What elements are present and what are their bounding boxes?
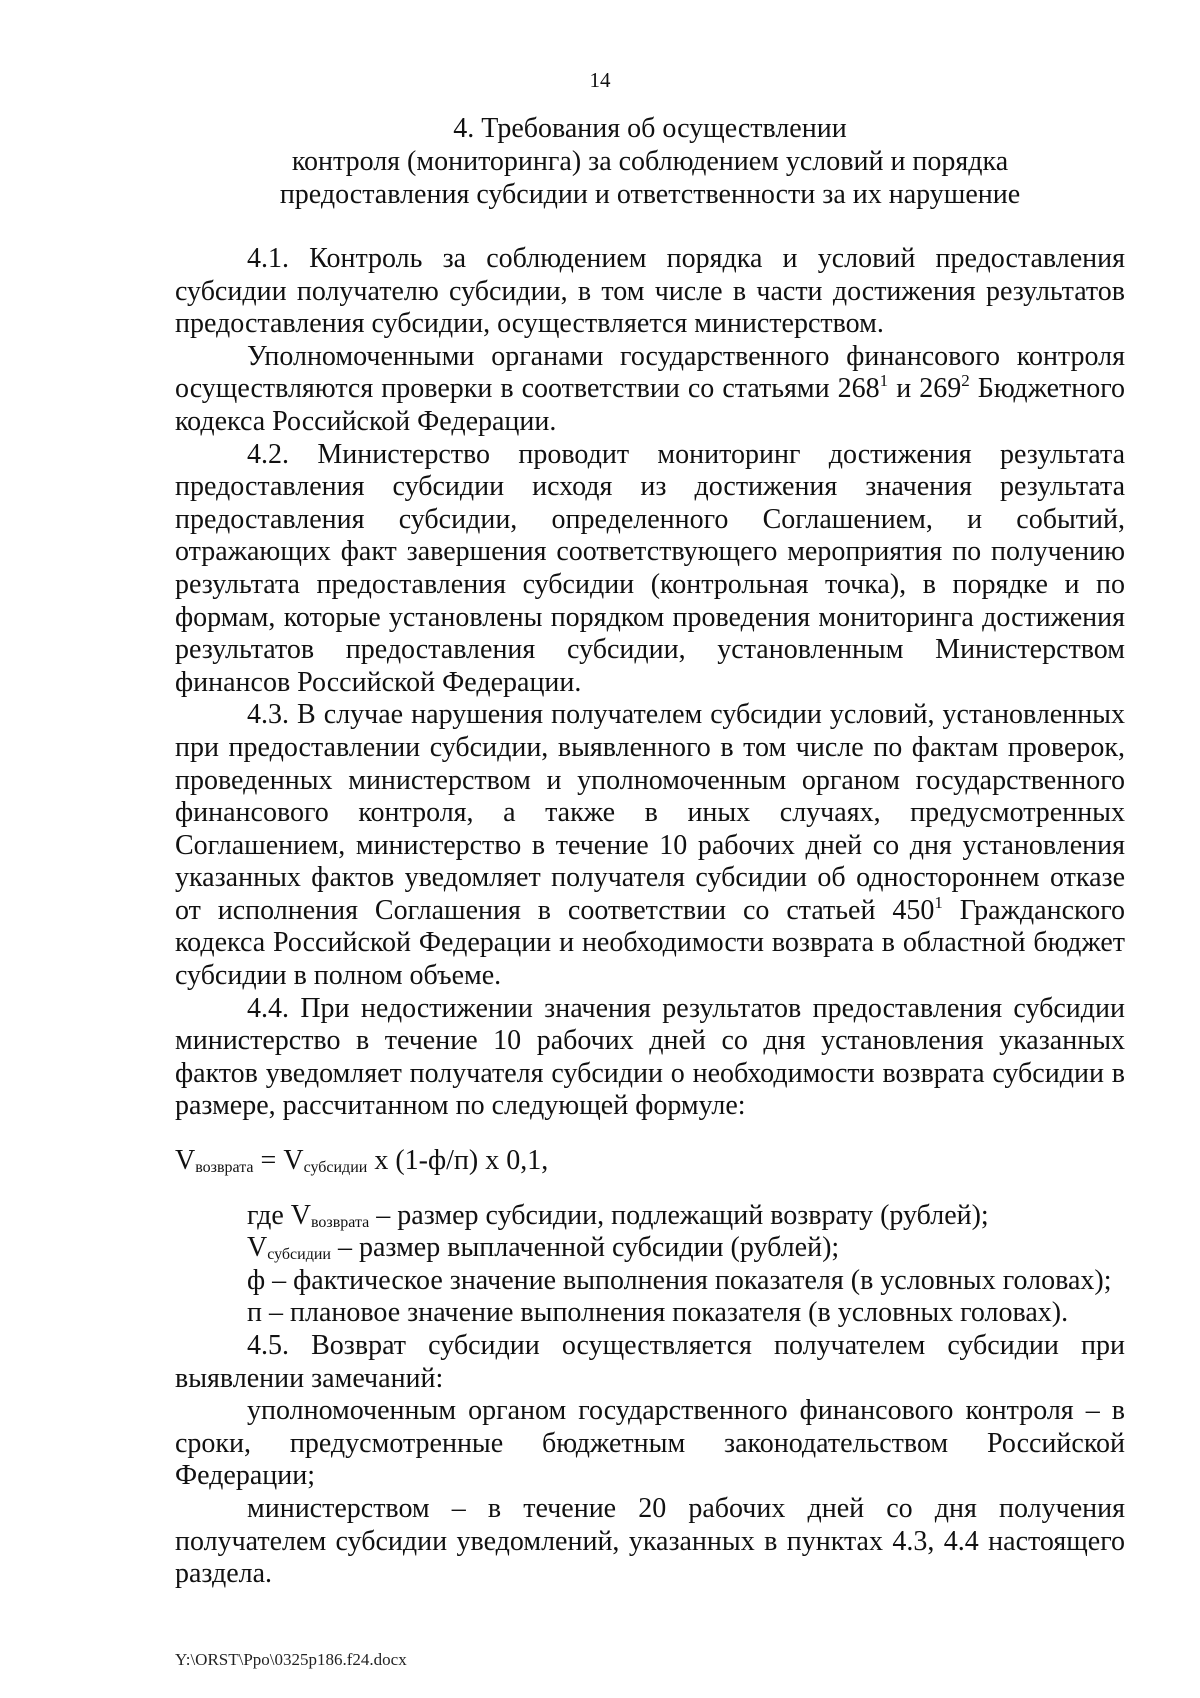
paragraph-4-4: 4.4. При недостижении значения результатов предоставления субсидии министерство в течение 10 рабочих дней со дня установления указанных фактов уведомляет получателя субсидии о необходимости возврата субсидии в размере, рассчитанном по следующей формуле: <box>175 992 1125 1122</box>
heading-line-3: предоставления субсидии и ответственности за их нарушение <box>279 179 1021 210</box>
where-line-3: ф – фактическое значение выполнения показателя (в условных головах); <box>247 1264 1112 1296</box>
formula-var: V <box>283 1145 304 1177</box>
document-body <box>175 243 1125 1591</box>
text-fragment: – размер выплаченной субсидии (рублей); <box>330 1232 840 1264</box>
formula-subscript: субсидии <box>303 1159 368 1177</box>
paragraph-4-5-ministry: министерством – в течение 20 рабочих дней со дня получения получателем субсидии уведомлений, указанных в пунктах 4.3, 4.4 настоящего раздела. <box>175 1492 1125 1590</box>
heading-line-2: контроля (мониторинга) за соблюдением условий и порядка <box>291 146 1009 177</box>
superscript: 1 <box>934 892 943 912</box>
formula-rest: х (1-ф/п) х 0,1, <box>367 1145 549 1177</box>
where-line-4: п – плановое значение выполнения показателя (в условных головах). <box>247 1297 1069 1329</box>
formula-subscript: субсидии <box>267 1246 331 1264</box>
file-path-footer: Y:\ORST\Ppo\0325p186.f24.docx <box>175 1650 407 1669</box>
paragraph-4-2: 4.2. Министерство проводит мониторинг достижения результата предоставления субсидии исходя из достижения значения результата предоставления субсидии, определенного Соглашением, и событий, отражающих факт завершения соответствующего мероприятия по получению результата предоставления субсидии (контрольная точка), в порядке и по формам, которые установлены порядком проведения мониторинга достижения результатов предоставления субсидии, установленным Министерством финансов Российской Федерации. <box>175 438 1125 698</box>
text-fragment: и 269 <box>888 373 962 405</box>
paragraph-4-1: 4.1. Контроль за соблюдением порядка и условий предоставления субсидии получателю субсидии, в том числе в части достижения результатов предоставления субсидии, осуществляется министерством. <box>175 243 1125 340</box>
text-fragment: V <box>247 1232 268 1264</box>
text-fragment: Уполномоченными органами государственного финансового контроля осуществляются проверки в соответствии со статьями 268 <box>175 340 1125 405</box>
formula-eq: = <box>253 1145 284 1177</box>
heading-line-1: 4. Требования об осуществлении <box>453 113 847 144</box>
formula-subscript: возврата <box>310 1213 370 1231</box>
where-line-1 <box>175 1200 1125 1233</box>
text-fragment: где V <box>247 1199 311 1231</box>
superscript: 2 <box>961 371 970 391</box>
paragraph-4-5: 4.5. Возврат субсидии осуществляется получателем субсидии при выявлении замечаний: <box>175 1330 1125 1394</box>
paragraph-4-5-control-body: уполномоченным органом государственного финансового контроля – в сроки, предусмотренные бюджетным законодательством Российской Федерации; <box>175 1395 1125 1492</box>
superscript: 1 <box>879 371 889 391</box>
paragraph-4-1-control-bodies <box>175 341 1125 439</box>
text-fragment: Бюджетного кодекса Российской Федерации. <box>175 373 1126 437</box>
paragraph-4-3 <box>175 699 1125 992</box>
text-fragment: Гражданского кодекса Российской Федерации и необходимости возврата в областной бюджет субсидии в полном объеме. <box>175 894 1125 992</box>
formula-var: V <box>175 1145 196 1177</box>
text-fragment: – размер субсидии, подлежащий возврату (рублей); <box>369 1199 989 1231</box>
text-fragment: 4.3. В случае нарушения получателем субсидии условий, установленных при предоставлении субсидии, выявленного в том числе по фактам проверок, проведенных министерством и уполномоченным органом государственного финансового контроля, а также в иных случаях, предусмотренных Соглашением, министерство в течение 10 рабочих дней со дня установления указанных фактов уведомляет получателя субсидии об одностороннем отказе от исполнения Соглашения в соответствии со статьей 450 <box>175 699 1125 926</box>
where-line-2 <box>175 1232 1125 1265</box>
section-heading <box>175 112 1125 211</box>
page-number: 14 <box>589 68 611 92</box>
return-formula <box>175 1145 1125 1178</box>
formula-subscript: возврата <box>195 1159 254 1177</box>
